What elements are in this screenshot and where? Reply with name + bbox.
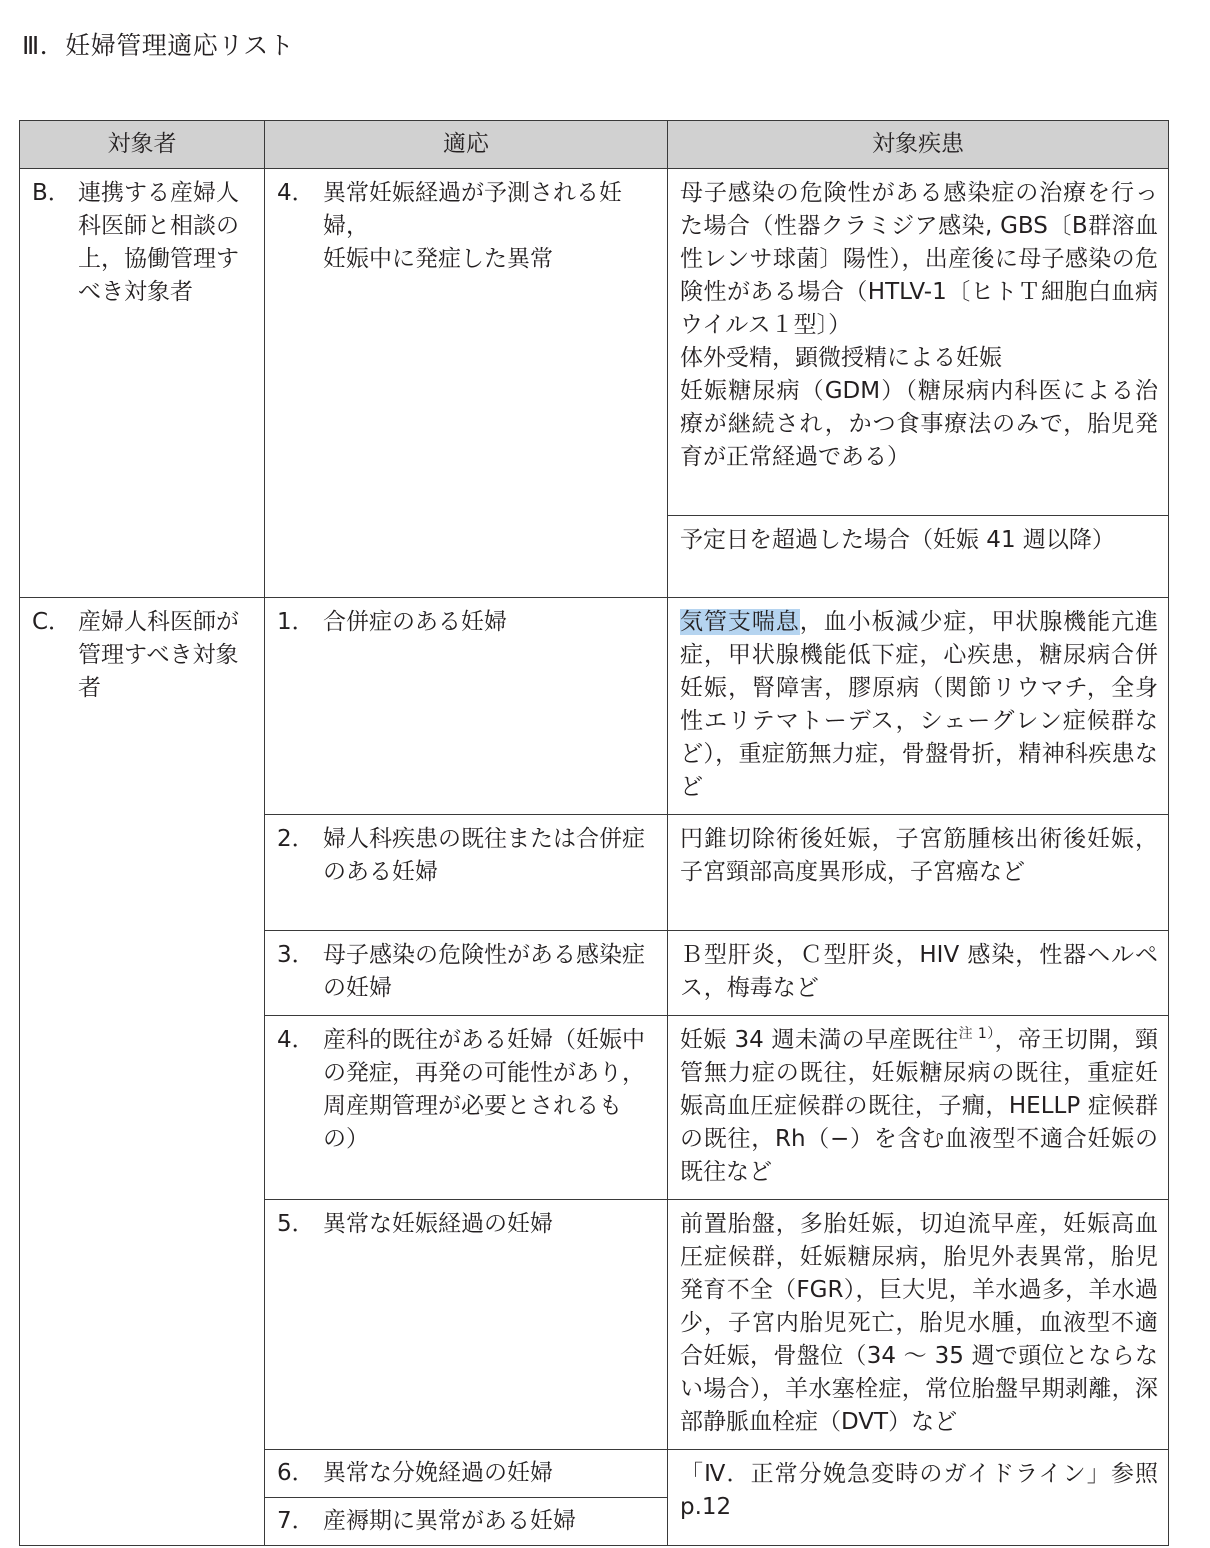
- indication-cell: [265, 1450, 668, 1498]
- indication-cell: [265, 1016, 668, 1200]
- disease-text: 前置胎盤，多胎妊娠，切迫流早産，妊娠高血圧症候群，妊娠糖尿病，胎児外表異常，胎児発育不全（FGR），巨大児，羊水過多，羊水過少，子宮内胎児死亡，胎児水腫，血液型不適合妊娠，骨盤位（34 〜 35 週で頭位とならない場合），羊水塞栓症，常位胎盤早期剥離，深部静脈血栓症（DVT）など: [680, 1211, 1158, 1435]
- table-row: [20, 169, 1169, 516]
- indication-text: 産科的既往がある妊婦（妊娠中の発症，再発の可能性があり，周産期管理が必要とされるもの）: [323, 1027, 645, 1152]
- item-number: 5．: [277, 1211, 315, 1237]
- subject-label: 連携する産婦人科医師と相談の上，協働管理すべき対象者: [78, 180, 239, 305]
- disease-text: 円錐切除術後妊娠，子宮筋腫核出術後妊娠，子宮頸部高度異形成，子宮癌など: [680, 826, 1158, 885]
- item-number: 6．: [277, 1460, 315, 1486]
- footnote-marker: 注 1）: [958, 1026, 995, 1042]
- disease-text: 妊娠 34 週未満の早産既往: [680, 1027, 959, 1053]
- disease-text: ，帝王切開，頸管無力症の既往，妊娠糖尿病の既往，重症妊娠高血圧症候群の既往，子癇，HELLP 症候群の既往，Rh（−）を含む血液型不適合妊娠の既往など: [680, 1027, 1159, 1185]
- subject-cell-b: [20, 169, 265, 598]
- item-number: 2．: [277, 826, 315, 852]
- disease-cell: [668, 815, 1169, 931]
- item-number: 4．: [277, 180, 315, 206]
- indication-cell: [265, 169, 668, 598]
- disease-text: 「Ⅳ．正常分娩急変時のガイドライン」参照 p.12: [680, 1461, 1158, 1520]
- indication-cell: [265, 1498, 668, 1546]
- subject-marker: C．: [32, 609, 72, 635]
- indication-text: 産褥期に異常がある妊婦: [323, 1508, 576, 1534]
- disease-text: ，血小板減少症，甲状腺機能亢進症，甲状腺機能低下症，心疾患，糖尿病合併妊娠，腎障害，膠原病（関節リウマチ，全身性エリテマトーデス，シェーグレン症候群など），重症筋無力症，骨盤骨折，精神科疾患など: [680, 609, 1159, 800]
- indication-text: 異常な分娩経過の妊婦: [323, 1460, 553, 1486]
- item-number: 3．: [277, 942, 315, 968]
- table-row: [20, 598, 1169, 815]
- indication-text: 婦人科疾患の既往または合併症のある妊婦: [323, 826, 645, 885]
- header-disease: 対象疾患: [668, 121, 1169, 169]
- disease-text: 予定日を超過した場合（妊娠 41 週以降）: [680, 527, 1115, 553]
- indication-text: 異常妊娠経過が予測される妊婦，: [323, 180, 622, 239]
- header-subject: 対象者: [20, 121, 265, 169]
- disease-text: 母子感染の危険性がある感染症の治療を行った場合（性器クラミジア感染, GBS〔B群溶血性レンサ球菌〕陽性），出産後に母子感染の危険性がある場合（HTLV-1〔ヒトＴ細胞白血病ウイルス１型〕）: [680, 180, 1158, 338]
- indication-cell: [265, 931, 668, 1016]
- highlighted-text: 気管支喘息: [680, 609, 800, 635]
- subject-marker: B．: [32, 180, 71, 206]
- disease-cell: [668, 516, 1169, 598]
- indication-cell: [265, 598, 668, 815]
- item-number: 7．: [277, 1508, 315, 1534]
- item-number: 1．: [277, 609, 315, 635]
- header-indication: 適応: [265, 121, 668, 169]
- indication-cell: [265, 815, 668, 931]
- indication-text: 母子感染の危険性がある感染症の妊婦: [323, 942, 645, 1001]
- disease-cell: [668, 1450, 1169, 1546]
- disease-text: 妊娠糖尿病（GDM）（糖尿病内科医による治療が継続され，かつ食事療法のみで，胎児発育が正常経過である）: [680, 378, 1158, 470]
- indication-text: 異常な妊娠経過の妊婦: [323, 1211, 553, 1237]
- page-title: Ⅲ．妊婦管理適応リスト: [22, 31, 295, 60]
- subject-label: 産婦人科医師が管理すべき対象者: [78, 609, 239, 701]
- disease-text: Ｂ型肝炎，Ｃ型肝炎，HIV 感染，性器ヘルペス，梅毒など: [680, 942, 1158, 1001]
- indication-cell: [265, 1200, 668, 1450]
- indication-text: 合併症のある妊婦: [323, 609, 507, 635]
- item-number: 4．: [277, 1027, 315, 1053]
- disease-text: 体外受精，顕微授精による妊娠: [680, 345, 1002, 371]
- disease-cell: [668, 598, 1169, 815]
- table-header-row: [20, 121, 1169, 169]
- indication-text: 妊娠中に発症した異常: [323, 246, 553, 272]
- disease-cell: [668, 169, 1169, 516]
- subject-cell-c: [20, 598, 265, 1546]
- disease-cell: [668, 1200, 1169, 1450]
- disease-cell: [668, 931, 1169, 1016]
- indication-table: [19, 120, 1169, 1546]
- disease-cell: [668, 1016, 1169, 1200]
